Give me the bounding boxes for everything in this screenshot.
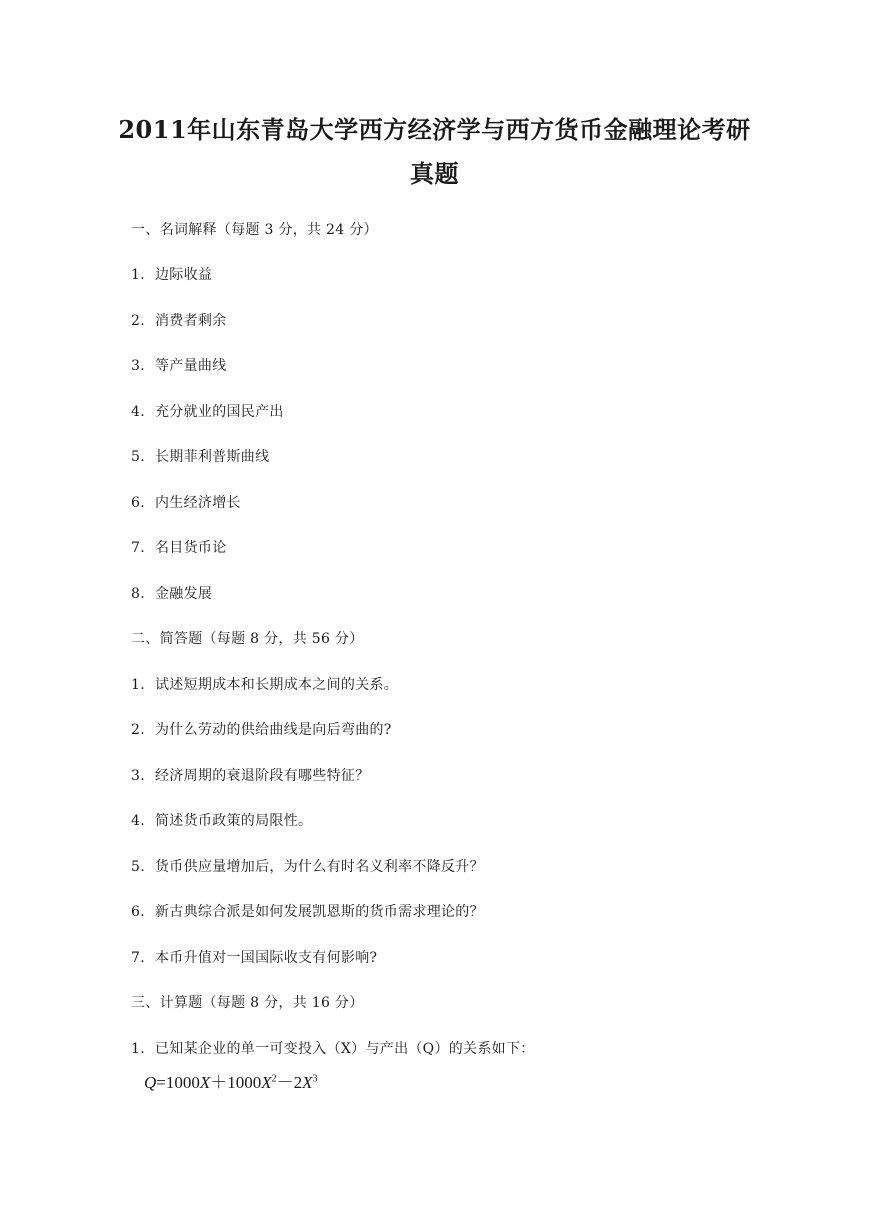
section-heading-calculation: 三、计算题（每题 8 分，共 16 分）: [131, 995, 364, 1011]
list-item: 5. 货币供应量增加后，为什么有时名义利率不降反升？: [131, 859, 484, 875]
list-item: 7. 名目货币论: [131, 540, 227, 556]
list-item: 1. 已知某企业的单一可变投入（X）与产出（Q）的关系如下：: [131, 1041, 535, 1057]
list-item: 7. 本币升值对一国国际收支有何影响?: [131, 950, 378, 966]
list-item: 3. 等产量曲线: [131, 358, 227, 374]
list-item: 2. 为什么劳动的供给曲线是向后弯曲的?: [131, 722, 392, 738]
list-item: 2. 消费者剩余: [131, 313, 227, 329]
list-item: 1. 边际收益: [131, 267, 213, 283]
list-item: 6. 新古典综合派是如何发展凯恩斯的货币需求理论的？: [131, 904, 484, 920]
list-item: 5. 长期菲利普斯曲线: [131, 449, 270, 465]
document-title-line-1: 2011年山东青岛大学西方经济学与西方货币金融理论考研: [118, 115, 751, 144]
document-title-line-2: 真题: [410, 159, 459, 188]
list-item: 8. 金融发展: [131, 586, 213, 602]
section-heading-definitions: 一、名词解释（每题 3 分，共 24 分）: [131, 222, 378, 238]
list-item: 4. 简述货币政策的局限性。: [131, 813, 313, 829]
list-item: 1. 试述短期成本和长期成本之间的关系。: [131, 677, 399, 693]
list-item: 4. 充分就业的国民产出: [131, 404, 284, 420]
list-item: 6. 内生经济增长: [131, 495, 241, 511]
list-item: 3. 经济周期的衰退阶段有哪些特征？: [131, 768, 370, 784]
production-function-formula: $Q=1000X+1000X^2-2X^3$: [144, 1073, 318, 1092]
section-heading-short-answer: 二、简答题（每题 8 分，共 56 分）: [131, 631, 364, 647]
